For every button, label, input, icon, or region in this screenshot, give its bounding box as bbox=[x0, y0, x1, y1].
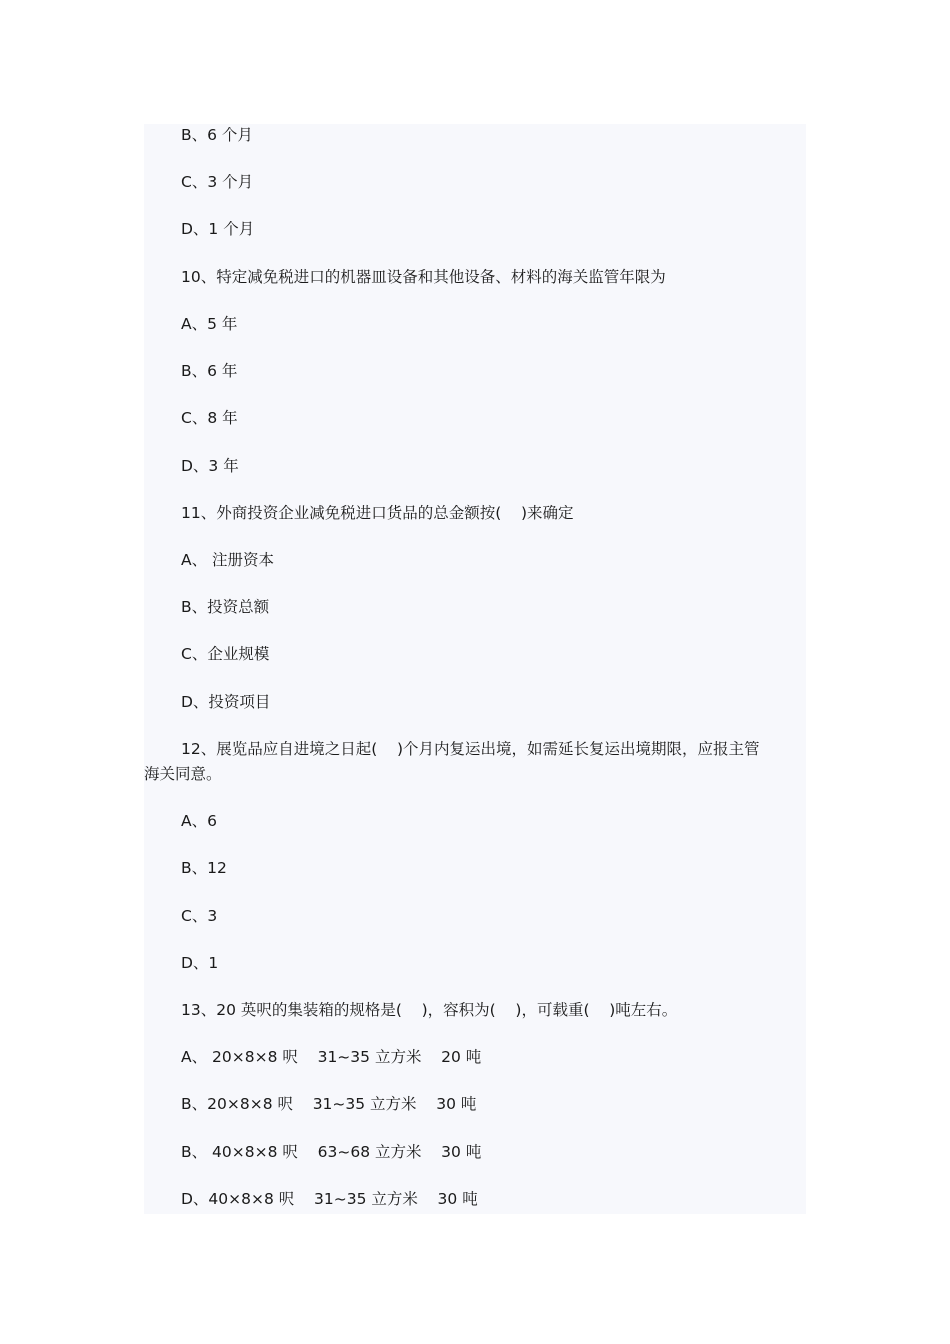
question-10: 10、特定减免税进口的机器皿设备和其他设备、材料的海关监管年限为 bbox=[181, 268, 666, 286]
option-c-q10: C、8 年 bbox=[181, 409, 238, 427]
option-b-q12: B、12 bbox=[181, 859, 227, 877]
option-d-q12: D、1 bbox=[181, 954, 219, 972]
option-a-q11: A、 注册资本 bbox=[181, 551, 275, 569]
option-a-q13: A、 20×8×8 呎 31~35 立方米 20 吨 bbox=[181, 1048, 482, 1066]
option-d-q13: D、40×8×8 呎 31~35 立方米 30 吨 bbox=[181, 1190, 478, 1208]
option-d-q10: D、3 年 bbox=[181, 457, 239, 475]
option-b-q11: B、投资总额 bbox=[181, 598, 270, 616]
question-11: 11、外商投资企业减免税进口货品的总金额按( )来确定 bbox=[181, 504, 574, 522]
option-a-q12: A、6 bbox=[181, 812, 217, 830]
option-d-q11: D、投资项目 bbox=[181, 693, 271, 711]
option-b-q10: B、6 年 bbox=[181, 362, 238, 380]
question-12-line-2: 海关同意。 bbox=[144, 765, 222, 783]
question-12-line-1: 12、展览品应自进境之日起( )个月内复运出境，如需延长复运出境期限，应报主管 bbox=[181, 740, 760, 758]
option-d-q9: D、1 个月 bbox=[181, 220, 255, 238]
option-b-q9: B、6 个月 bbox=[181, 126, 253, 144]
option-b2-q13: B、 40×8×8 呎 63~68 立方米 30 吨 bbox=[181, 1143, 482, 1161]
option-a-q10: A、5 年 bbox=[181, 315, 238, 333]
option-c-q11: C、企业规模 bbox=[181, 645, 270, 663]
option-b-q13: B、20×8×8 呎 31~35 立方米 30 吨 bbox=[181, 1095, 477, 1113]
option-c-q12: C、3 bbox=[181, 907, 218, 925]
option-c-q9: C、3 个月 bbox=[181, 173, 254, 191]
question-13: 13、20 英呎的集装箱的规格是( )，容积为( )，可载重( )吨左右。 bbox=[181, 1001, 678, 1019]
